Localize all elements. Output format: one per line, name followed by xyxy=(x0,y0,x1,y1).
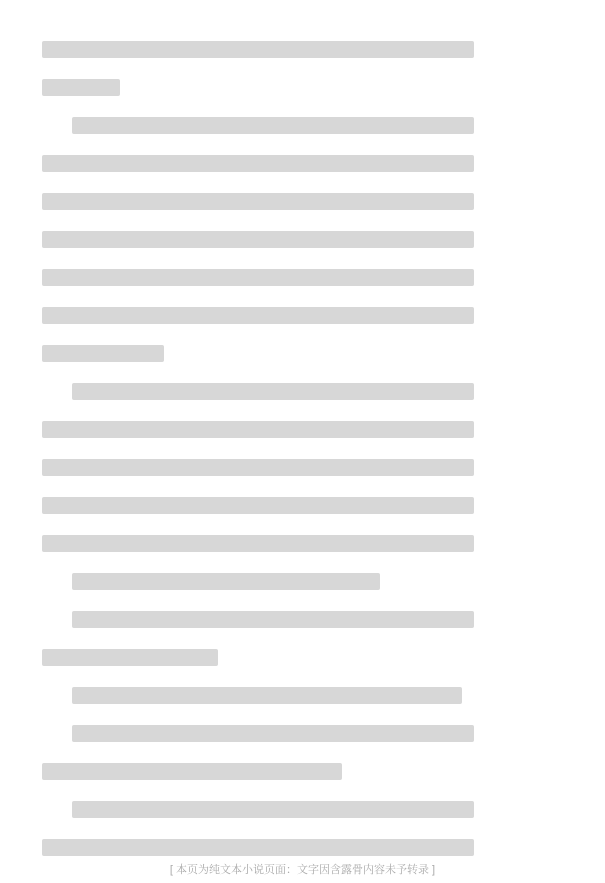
redacted-text-bar xyxy=(42,345,164,362)
text-line xyxy=(42,790,474,828)
text-line xyxy=(42,676,474,714)
redacted-text-bar xyxy=(42,535,474,552)
redacted-text-bar xyxy=(42,497,474,514)
redacted-text-bar xyxy=(72,687,462,704)
redacted-text-bar xyxy=(42,459,474,476)
text-line xyxy=(42,448,474,486)
redacted-text-bar xyxy=(42,421,474,438)
redacted-text-bar xyxy=(72,611,474,628)
text-line xyxy=(42,220,474,258)
redacted-text-bar xyxy=(42,307,474,324)
text-line xyxy=(42,410,474,448)
text-line xyxy=(42,752,474,790)
redacted-text-bar xyxy=(72,117,474,134)
text-line xyxy=(42,486,474,524)
text-line xyxy=(42,638,474,676)
text-line xyxy=(42,524,474,562)
redacted-text-bar xyxy=(72,573,380,590)
redacted-text-bar xyxy=(42,155,474,172)
text-line xyxy=(42,372,474,410)
text-line xyxy=(42,334,474,372)
text-line xyxy=(42,714,474,752)
redacted-text-bar xyxy=(42,79,120,96)
redacted-text-bar xyxy=(42,231,474,248)
redacted-text-bar xyxy=(42,763,342,780)
redacted-text-bar xyxy=(42,269,474,286)
redacted-text-bar xyxy=(42,649,218,666)
text-column xyxy=(42,30,474,866)
redacted-text-bar xyxy=(42,41,474,58)
text-line xyxy=(42,106,474,144)
redacted-text-bar xyxy=(72,383,474,400)
redacted-text-bar xyxy=(72,801,474,818)
redacted-text-bar xyxy=(42,193,474,210)
text-line xyxy=(42,296,474,334)
text-line xyxy=(42,600,474,638)
text-line xyxy=(42,182,474,220)
text-line xyxy=(42,30,474,68)
text-line xyxy=(42,562,474,600)
redacted-text-bar xyxy=(72,725,474,742)
text-line xyxy=(42,68,474,106)
redacted-text-bar xyxy=(42,839,474,856)
text-line xyxy=(42,144,474,182)
text-line xyxy=(42,258,474,296)
redaction-notice: [ 本页为纯文本小说页面：文字因含露骨内容未予转录 ] xyxy=(169,864,436,876)
